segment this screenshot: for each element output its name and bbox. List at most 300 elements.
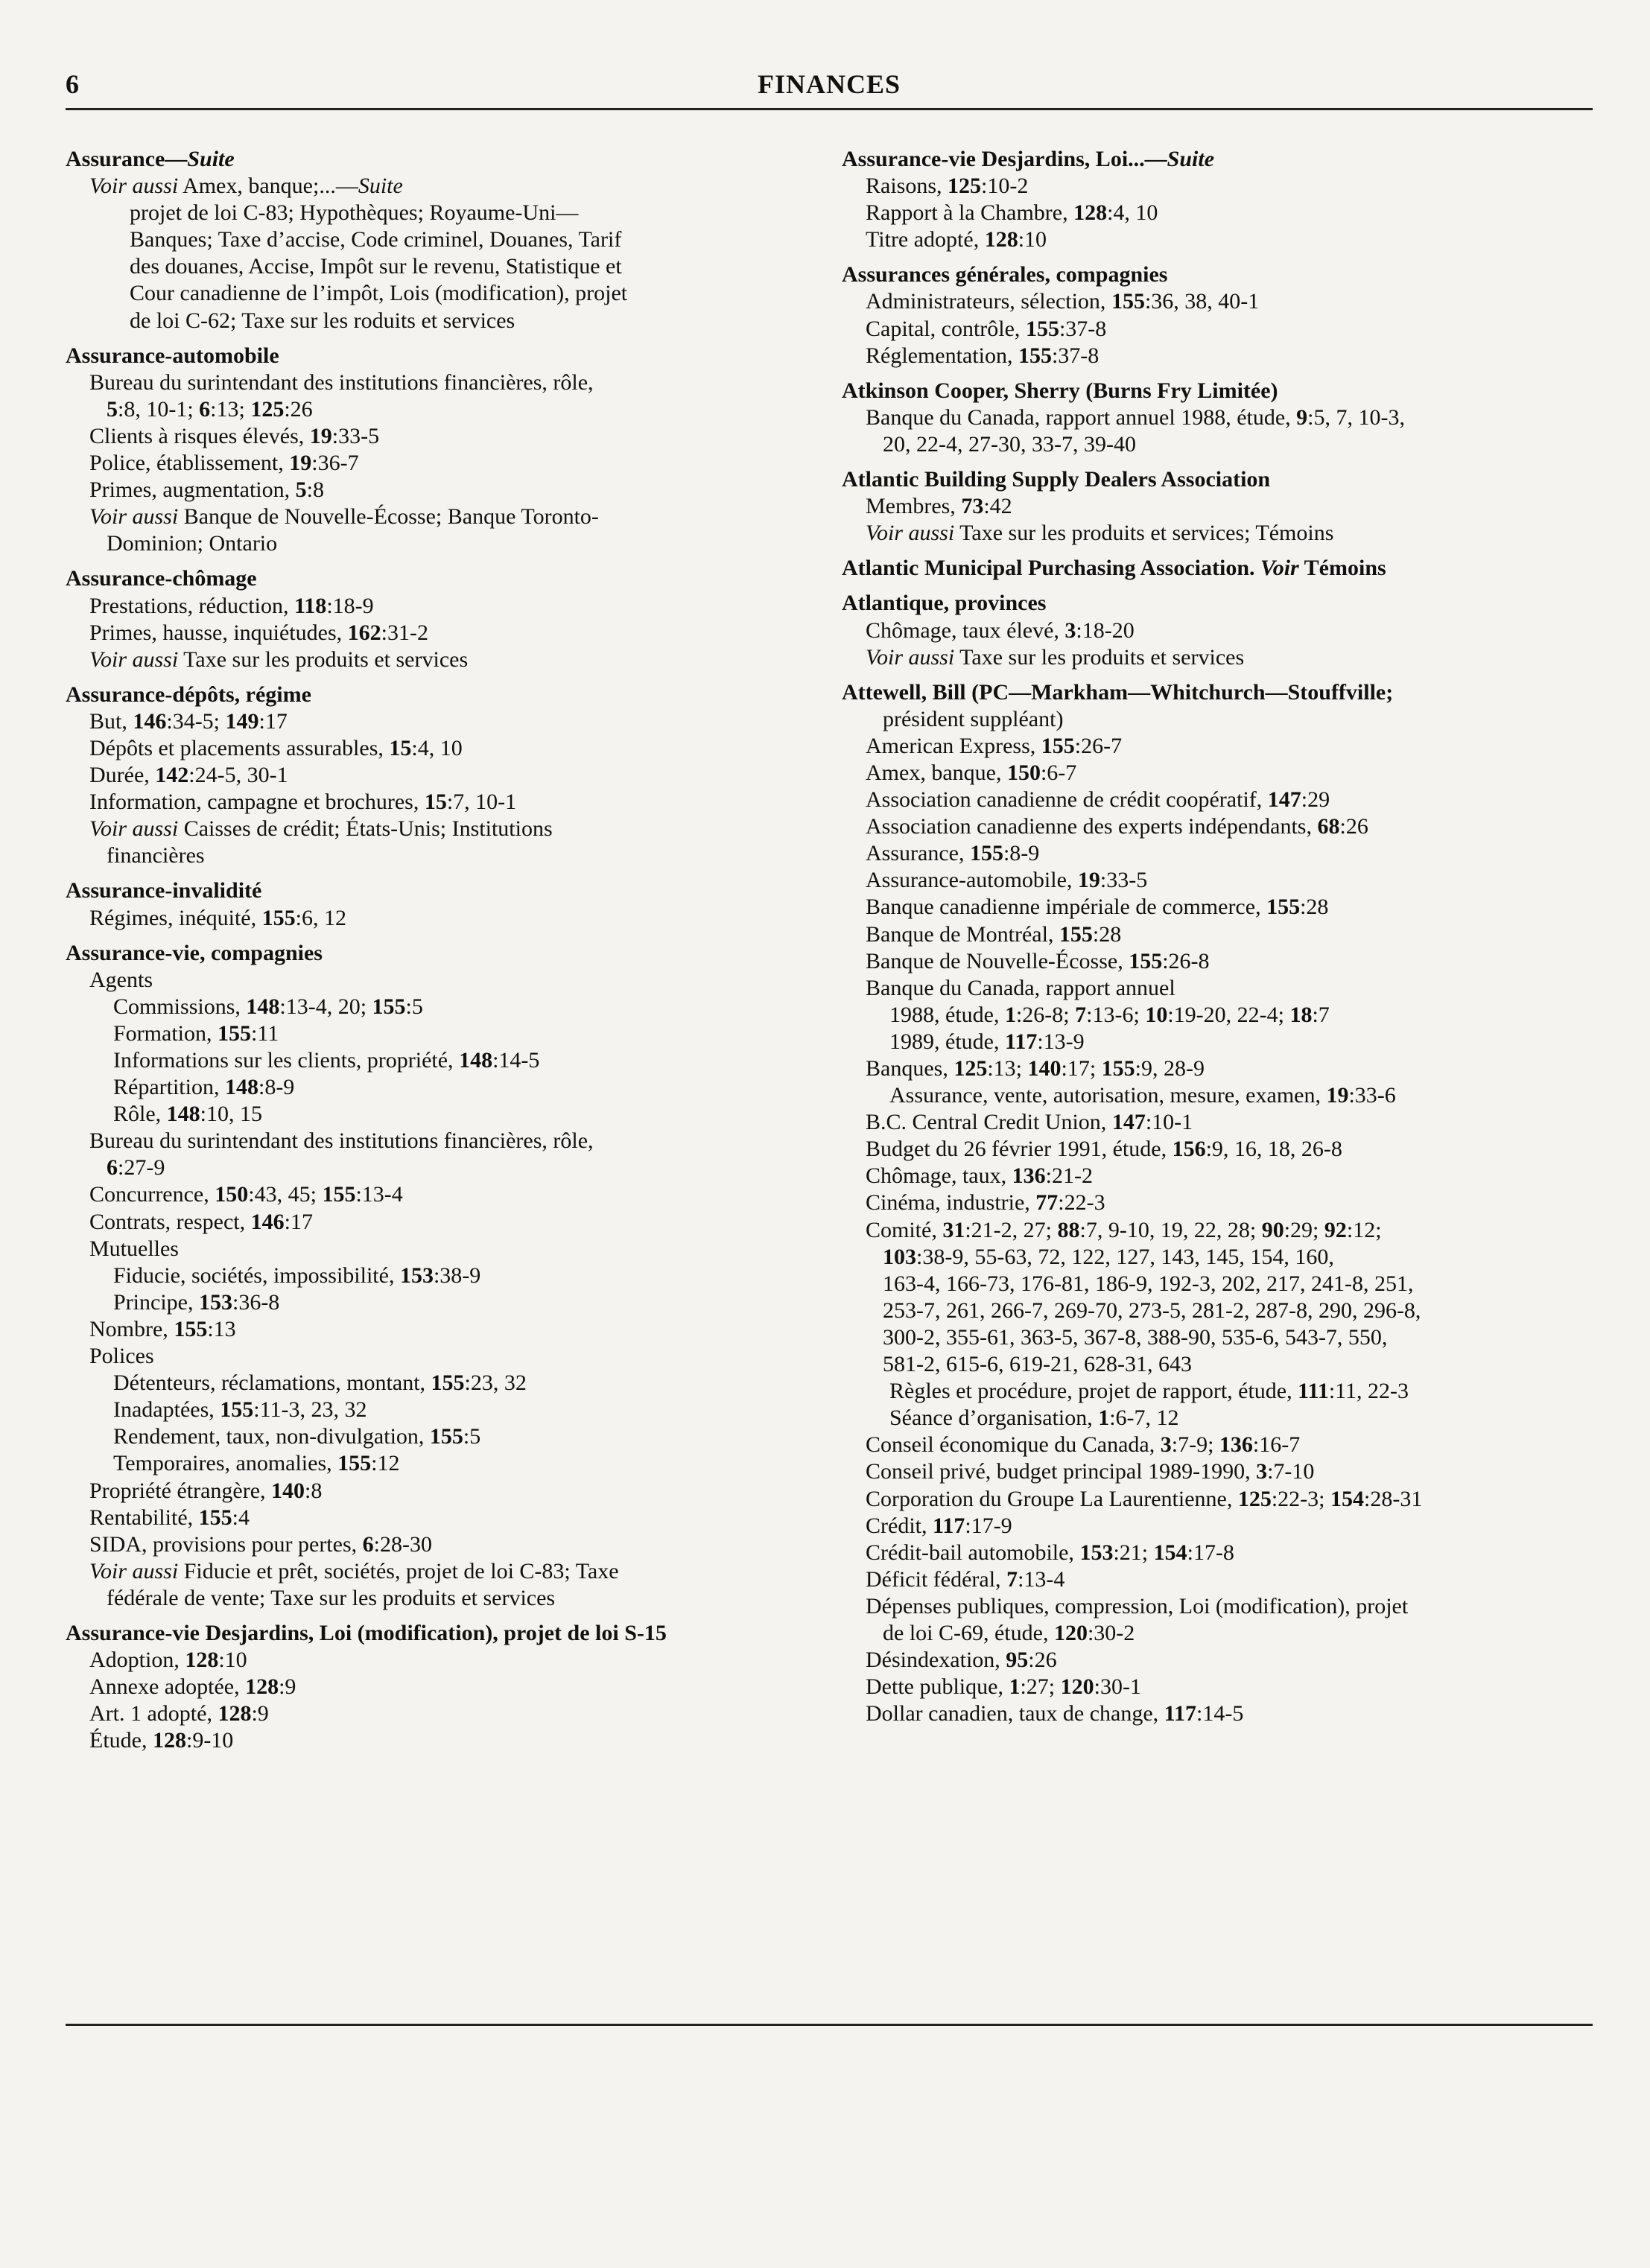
entry-text: 18 xyxy=(1289,1002,1313,1027)
entry-text: Administrateurs, sélection, xyxy=(866,289,1111,314)
entry-text: Durée, xyxy=(89,763,156,788)
entry-text: 6 xyxy=(107,1155,118,1181)
entry-text: Dette publique, xyxy=(866,1674,1009,1700)
entry-text: des douanes, Accise, Impôt sur le revenu, Statistique et xyxy=(130,254,622,279)
index-entry xyxy=(842,431,1593,458)
index-entry xyxy=(842,1351,1593,1378)
entry-text: 1989, étude, xyxy=(889,1029,1005,1054)
entry-text: 1 xyxy=(1098,1405,1110,1431)
entry-text: 3 xyxy=(1160,1432,1172,1458)
index-heading xyxy=(66,565,848,592)
entry-text: 3 xyxy=(1256,1459,1268,1484)
entry-text: 162 xyxy=(347,620,381,645)
entry-text: :4, 10 xyxy=(411,735,463,760)
entry-text: :43, 45; xyxy=(248,1182,323,1207)
index-entry xyxy=(842,1513,1593,1540)
entry-text: 153 xyxy=(399,1262,434,1288)
entry-text: 148 xyxy=(459,1048,493,1073)
entry-text: 136 xyxy=(1012,1163,1046,1189)
entry-text: 95 xyxy=(1006,1648,1029,1673)
entry-text: financières xyxy=(107,843,205,868)
entry-text: 142 xyxy=(155,763,189,788)
entry-text: 140 xyxy=(271,1478,305,1503)
entry-text: Assurance-automobile xyxy=(66,343,279,368)
entry-text: Comité, xyxy=(866,1217,943,1242)
entry-text: 146 xyxy=(133,708,167,734)
entry-text: Atlantic Building Supply Dealers Association xyxy=(842,467,1271,492)
index-entry xyxy=(842,1029,1593,1055)
index-heading xyxy=(842,555,1593,582)
entry-text: :10-2 xyxy=(981,174,1029,199)
index-entry xyxy=(66,308,848,334)
entry-text: Rendement, taux, non-divulgation, xyxy=(113,1424,430,1449)
entry-text: :42 xyxy=(983,494,1012,519)
index-entry xyxy=(842,1297,1593,1324)
entry-text: 155 xyxy=(1266,895,1301,920)
entry-text: :26 xyxy=(284,396,313,422)
index-entry xyxy=(842,316,1593,343)
index-entry xyxy=(842,787,1593,813)
entry-text: 153 xyxy=(198,1289,232,1315)
entry-text: :23, 32 xyxy=(464,1370,527,1396)
entry-text: 7 xyxy=(1006,1566,1018,1592)
entry-text: (Burns Fry Limitée) xyxy=(1079,378,1278,403)
index-entry xyxy=(66,1558,848,1585)
entry-text: :37-8 xyxy=(1059,316,1107,341)
entry-text: :8, 10-1; xyxy=(118,396,200,422)
index-entry xyxy=(842,1378,1593,1405)
entry-text: :8 xyxy=(305,1478,323,1503)
index-entry xyxy=(842,288,1593,315)
entry-text: 128 xyxy=(218,1701,252,1727)
entry-text: :28 xyxy=(1300,895,1329,920)
entry-text: 19 xyxy=(289,451,312,476)
entry-text: :21-2, 27; xyxy=(965,1217,1058,1242)
index-entry xyxy=(66,1209,848,1236)
index-entry xyxy=(842,894,1593,921)
entry-text: Séance d’organisation, xyxy=(889,1405,1099,1431)
entry-text: Principe, xyxy=(113,1289,199,1315)
entry-text: Dépenses publiques, compression, Loi (modification), projet xyxy=(866,1593,1409,1619)
index-entry xyxy=(66,423,848,450)
entry-text: 153 xyxy=(1079,1540,1114,1565)
entry-text: :13-9 xyxy=(1037,1029,1085,1054)
index-heading xyxy=(66,877,848,904)
entry-text: :22-3; xyxy=(1271,1486,1331,1511)
entry-text: :10 xyxy=(218,1648,247,1673)
entry-text: Voir aussi xyxy=(89,816,179,842)
entry-text: Fiducie, sociétés, impossibilité, xyxy=(113,1262,400,1288)
entry-text: 154 xyxy=(1153,1540,1187,1565)
index-entry xyxy=(66,1585,848,1612)
index-entry xyxy=(66,1128,848,1154)
entry-text: Banque de Nouvelle-Écosse, xyxy=(866,948,1129,973)
entry-text: 10 xyxy=(1145,1002,1168,1027)
entry-text: :38-9 xyxy=(433,1262,481,1288)
entry-text: de loi C-69, étude, xyxy=(883,1620,1054,1645)
entry-text: :13-4 xyxy=(1018,1566,1065,1592)
index-entry xyxy=(842,760,1593,787)
entry-text: Bureau du surintendant des institutions financières, rôle, xyxy=(89,1128,594,1154)
entry-text: 125 xyxy=(948,174,982,199)
index-entry xyxy=(842,226,1593,253)
entry-text: 300-2, 355-61, 363-5, 367-8, 388-90, 535-6, 543-7, 550, xyxy=(883,1324,1388,1350)
entry-text: Propriété étrangère, xyxy=(89,1478,272,1503)
entry-text: :12; xyxy=(1346,1217,1382,1242)
entry-text: 155 xyxy=(372,994,406,1019)
entry-text: Banque de Montréal, xyxy=(866,921,1059,947)
entry-text: :24-5, 30-1 xyxy=(188,763,288,788)
entry-text: :34-5; xyxy=(166,708,226,734)
entry-text: Déficit fédéral, xyxy=(866,1566,1007,1592)
entry-text: :9, 16, 18, 26-8 xyxy=(1205,1137,1342,1162)
index-entry xyxy=(66,1674,848,1700)
entry-text: Membres, xyxy=(866,494,962,519)
entry-text: :5, 7, 10-3, xyxy=(1307,404,1405,430)
index-entry xyxy=(842,1002,1593,1029)
index-entry xyxy=(66,1423,848,1450)
entry-text: But, xyxy=(89,708,133,734)
entry-text: :27-9 xyxy=(118,1155,165,1181)
entry-text: Police, établissement, xyxy=(89,451,290,476)
entry-text: 19 xyxy=(1077,868,1100,893)
entry-text: Rôle, xyxy=(113,1102,167,1127)
entry-text: :31-2 xyxy=(381,620,428,645)
entry-text: 163-4, 166-73, 176-81, 186-9, 192-3, 202, 217, 241-8, 251, xyxy=(883,1271,1414,1296)
entry-text: 9 xyxy=(1296,404,1308,430)
entry-text: Voir xyxy=(1260,556,1299,581)
index-entry xyxy=(66,1478,848,1505)
index-column-right xyxy=(842,146,1593,1727)
entry-text: :26 xyxy=(1339,814,1368,839)
index-entry xyxy=(842,975,1593,1002)
entry-text: Taxe sur les produits et services xyxy=(178,647,469,672)
index-entry xyxy=(66,369,848,396)
index-entry xyxy=(842,520,1593,547)
entry-text: :13; xyxy=(987,1056,1028,1081)
entry-text: Bureau du surintendant des institutions financières, rôle, xyxy=(89,369,594,395)
index-entry xyxy=(842,1082,1593,1109)
entry-text: Chômage, taux élevé, xyxy=(866,617,1065,643)
entry-text: 7 xyxy=(1075,1002,1087,1027)
index-entry xyxy=(842,1217,1593,1244)
page-title: FINANCES xyxy=(757,69,901,99)
index-entry xyxy=(66,1154,848,1181)
index-entry xyxy=(842,404,1593,431)
entry-text: 20, 22-4, 27-30, 33-7, 39-40 xyxy=(883,431,1136,457)
index-entry xyxy=(66,477,848,504)
entry-text: :36-7 xyxy=(311,451,359,476)
entry-text: Chômage, taux, xyxy=(866,1163,1012,1189)
entry-text: 88 xyxy=(1057,1217,1080,1242)
entry-text: :5 xyxy=(463,1424,481,1449)
entry-text: Banque canadienne impériale de commerce, xyxy=(866,895,1267,920)
entry-text: Assurance-vie Desjardins, Loi...— xyxy=(842,147,1167,171)
entry-text: :10 xyxy=(1018,227,1047,252)
entry-text: Amex, banque;...— xyxy=(178,174,358,199)
entry-text: :16-7 xyxy=(1252,1432,1301,1458)
entry-text: :4, 10 xyxy=(1107,200,1158,226)
index-entry xyxy=(66,450,848,477)
entry-text: fédérale de vente; Taxe sur les produits et services xyxy=(107,1585,556,1610)
footer-rule xyxy=(66,2024,1593,2026)
entry-text: :28-30 xyxy=(373,1531,432,1557)
entry-text: 150 xyxy=(1006,760,1041,785)
entry-text: Conseil économique du Canada, xyxy=(866,1432,1161,1458)
entry-text: 92 xyxy=(1324,1217,1347,1242)
index-entry xyxy=(66,1505,848,1531)
entry-text: Assurance-vie Desjardins, Loi xyxy=(66,1620,352,1645)
index-entry xyxy=(66,1074,848,1101)
entry-text: (modification), projet de loi S-15 xyxy=(352,1620,667,1645)
entry-text: :13 xyxy=(207,1316,236,1341)
entry-text: projet de loi C-83; Hypothèques; Royaume-Uni— xyxy=(130,200,579,226)
entry-text: Banque de Nouvelle-Écosse; Banque Toronto- xyxy=(178,504,599,530)
index-entry xyxy=(66,1101,848,1128)
index-entry xyxy=(842,173,1593,200)
index-entry xyxy=(842,1244,1593,1271)
index-heading xyxy=(842,261,1593,288)
index-entry xyxy=(842,867,1593,894)
entry-text: :21; xyxy=(1113,1540,1154,1565)
index-entry xyxy=(66,816,848,842)
entry-text: :4 xyxy=(232,1505,250,1530)
entry-text: 253-7, 261, 266-7, 269-70, 273-5, 281-2, 287-8, 290, 296-8, xyxy=(883,1297,1421,1323)
index-entry xyxy=(66,905,848,932)
entry-text: 155 xyxy=(1041,733,1075,758)
index-heading xyxy=(842,378,1593,404)
entry-text: 117 xyxy=(933,1513,965,1538)
index-entry xyxy=(842,1136,1593,1163)
entry-text: Crédit, xyxy=(866,1513,933,1538)
entry-text: Clients à risques élevés, xyxy=(89,423,310,448)
entry-text: Suite xyxy=(1167,147,1215,171)
entry-text: Atlantique, provinces xyxy=(842,591,1047,616)
entry-text: :17 xyxy=(258,708,288,734)
entry-text: :29; xyxy=(1283,1217,1324,1242)
entry-text: :18-20 xyxy=(1076,617,1135,643)
index-heading xyxy=(66,146,848,173)
entry-text: 155 xyxy=(1018,343,1052,368)
index-entry xyxy=(66,200,848,226)
entry-text: :17-9 xyxy=(965,1513,1012,1538)
index-entry xyxy=(66,1181,848,1208)
entry-text: 19 xyxy=(1326,1083,1349,1108)
entry-text: Témoins xyxy=(1298,556,1386,581)
entry-text: :17 xyxy=(284,1209,313,1234)
entry-text: Primes, hausse, inquiétudes, xyxy=(89,620,348,645)
entry-text: Information, campagne et brochures, xyxy=(89,790,425,815)
entry-text: Dépôts et placements assurables, xyxy=(89,735,390,760)
entry-text: Détenteurs, réclamations, montant, xyxy=(113,1370,431,1396)
index-entry xyxy=(66,1370,848,1397)
entry-text: Suite xyxy=(358,174,403,199)
index-entry xyxy=(66,593,848,620)
index-entry xyxy=(66,647,848,673)
entry-text: Assurance-vie, compagnies xyxy=(66,940,323,965)
entry-text: :19-20, 22-4; xyxy=(1167,1002,1290,1027)
index-entry xyxy=(842,1593,1593,1620)
entry-text: :36, 38, 40-1 xyxy=(1144,289,1260,314)
page-header xyxy=(66,69,1593,104)
entry-text: 148 xyxy=(246,994,280,1019)
index-entry xyxy=(66,1727,848,1754)
entry-text: :26-8 xyxy=(1162,948,1210,973)
entry-text: Réglementation, xyxy=(866,343,1018,368)
entry-text: 128 xyxy=(152,1728,186,1753)
entry-text: 128 xyxy=(984,227,1018,252)
entry-text: :11 xyxy=(251,1020,279,1046)
entry-text: de loi C-62; Taxe sur les roduits et services xyxy=(130,308,515,333)
entry-text: Commissions, xyxy=(113,994,247,1019)
entry-text: :6, 12 xyxy=(295,905,346,930)
index-heading xyxy=(842,679,1593,706)
entry-text: Art. 1 adopté, xyxy=(89,1701,218,1727)
entry-text: :7-10 xyxy=(1267,1459,1315,1484)
entry-text: :29 xyxy=(1301,787,1330,813)
index-heading xyxy=(66,343,848,369)
entry-text: Concurrence, xyxy=(89,1182,215,1207)
entry-text: 68 xyxy=(1317,814,1340,839)
index-entry xyxy=(66,1700,848,1727)
entry-text: 118 xyxy=(293,593,327,618)
entry-text: :10, 15 xyxy=(200,1102,263,1127)
index-entry xyxy=(842,1674,1593,1700)
index-entry xyxy=(842,921,1593,948)
index-entry xyxy=(842,813,1593,840)
entry-text: 155 xyxy=(1111,289,1145,314)
entry-text: 155 xyxy=(969,841,1003,866)
entry-text: :33-5 xyxy=(1100,868,1148,893)
entry-text: Assurances générales, compagnies xyxy=(842,262,1168,288)
entry-text: 148 xyxy=(166,1102,200,1127)
entry-text: :13; xyxy=(210,396,251,422)
entry-text: :38-9, 55-63, 72, 122, 127, 143, 145, 154, 160, xyxy=(916,1244,1334,1269)
entry-text: 136 xyxy=(1219,1432,1253,1458)
entry-text: Fiducie et prêt, sociétés, projet de loi C-83; Taxe xyxy=(178,1558,619,1584)
entry-text: American Express, xyxy=(866,733,1041,758)
index-entry xyxy=(66,762,848,789)
entry-text: 155 xyxy=(174,1316,208,1341)
index-entry xyxy=(842,733,1593,760)
entry-text: Assurance-chômage xyxy=(66,566,257,591)
entry-text: 156 xyxy=(1172,1137,1206,1162)
entry-text: 148 xyxy=(224,1075,258,1100)
entry-text: 146 xyxy=(250,1209,285,1234)
entry-text: président suppléant) xyxy=(883,706,1064,731)
index-entry xyxy=(842,1540,1593,1566)
entry-text: :8-9 xyxy=(1003,841,1040,866)
entry-text: 155 xyxy=(220,1397,254,1423)
entry-text: Étude, xyxy=(89,1728,153,1753)
index-entry xyxy=(66,1647,848,1674)
entry-text: 140 xyxy=(1027,1056,1062,1081)
entry-text: :28-31 xyxy=(1364,1486,1423,1511)
entry-text: 581-2, 615-6, 619-21, 628-31, 643 xyxy=(883,1352,1192,1377)
entry-text: 128 xyxy=(1073,200,1108,226)
entry-text: Rapport à la Chambre, xyxy=(866,200,1074,226)
entry-text: 125 xyxy=(1237,1486,1272,1511)
entry-text: Raisons, xyxy=(866,174,948,199)
entry-text: 149 xyxy=(225,708,259,734)
entry-text: Titre adopté, xyxy=(866,227,985,252)
entry-text: :7-9; xyxy=(1171,1432,1219,1458)
index-entry xyxy=(842,200,1593,226)
entry-text: 155 xyxy=(1101,1056,1135,1081)
entry-text: :13-4 xyxy=(355,1182,403,1207)
entry-text: Rentabilité, xyxy=(89,1505,199,1530)
index-entry xyxy=(842,493,1593,520)
entry-text: :8 xyxy=(306,477,324,503)
index-entry xyxy=(66,1262,848,1289)
index-entry xyxy=(842,1458,1593,1485)
entry-text: :26 xyxy=(1028,1648,1057,1673)
index-entry xyxy=(66,1047,848,1074)
entry-text: 155 xyxy=(198,1505,232,1530)
index-entry xyxy=(842,1405,1593,1432)
entry-text: 155 xyxy=(431,1370,465,1396)
index-entry xyxy=(842,948,1593,975)
entry-text: Banque du Canada, rapport annuel 1988, étude, xyxy=(866,404,1297,430)
entry-text: Assurance-automobile, xyxy=(866,868,1078,893)
entry-text: :22-3 xyxy=(1058,1190,1105,1216)
entry-text: :6-7, 12 xyxy=(1109,1405,1179,1431)
entry-text: Informations sur les clients, propriété, xyxy=(113,1048,460,1073)
entry-text: Capital, contrôle, xyxy=(866,316,1026,341)
entry-text: :7 xyxy=(1312,1002,1330,1027)
index-entry xyxy=(66,173,848,200)
entry-text: :30-1 xyxy=(1094,1674,1141,1700)
entry-text: SIDA, provisions pour pertes, xyxy=(89,1531,363,1557)
index-entry xyxy=(66,994,848,1020)
entry-text: :10-1 xyxy=(1145,1110,1193,1135)
entry-text: Dollar canadien, taux de change, xyxy=(866,1701,1164,1727)
entry-text: Banques, xyxy=(866,1056,954,1081)
index-entry xyxy=(842,1189,1593,1216)
entry-text: 155 xyxy=(322,1182,356,1207)
entry-text: 6 xyxy=(199,396,211,422)
entry-text: :9, 28-9 xyxy=(1135,1056,1205,1081)
entry-text: (PC—Markham—Whitchurch—Stouffville; xyxy=(965,679,1394,705)
entry-text: 19 xyxy=(309,423,332,448)
entry-text: :33-6 xyxy=(1348,1083,1396,1108)
entry-text: Voir aussi xyxy=(866,521,955,546)
entry-text: 155 xyxy=(1025,316,1059,341)
index-entry xyxy=(842,1700,1593,1727)
entry-text: :36-8 xyxy=(232,1289,280,1315)
entry-text: :18-9 xyxy=(326,593,374,618)
entry-text: 125 xyxy=(250,396,285,422)
entry-text: Temporaires, anomalies, xyxy=(113,1451,338,1476)
entry-text: :26-8; xyxy=(1015,1002,1076,1027)
entry-text: 117 xyxy=(1004,1029,1038,1054)
entry-text: :6-7 xyxy=(1040,760,1077,785)
entry-text: 90 xyxy=(1261,1217,1284,1242)
index-entry xyxy=(842,1647,1593,1674)
index-heading xyxy=(66,1620,848,1647)
entry-text: 147 xyxy=(1111,1110,1146,1135)
entry-text: Assurance-invalidité xyxy=(66,878,262,903)
entry-text: Attewell, Bill xyxy=(842,679,966,705)
entry-text: 120 xyxy=(1053,1620,1088,1645)
entry-text: Primes, augmentation, xyxy=(89,477,296,503)
index-entry xyxy=(842,1324,1593,1351)
index-entry xyxy=(66,253,848,280)
entry-text: :21-2 xyxy=(1045,1163,1093,1189)
entry-text: Agents xyxy=(89,967,153,992)
entry-text: 155 xyxy=(218,1020,251,1046)
entry-text: Assurance, xyxy=(866,841,970,866)
